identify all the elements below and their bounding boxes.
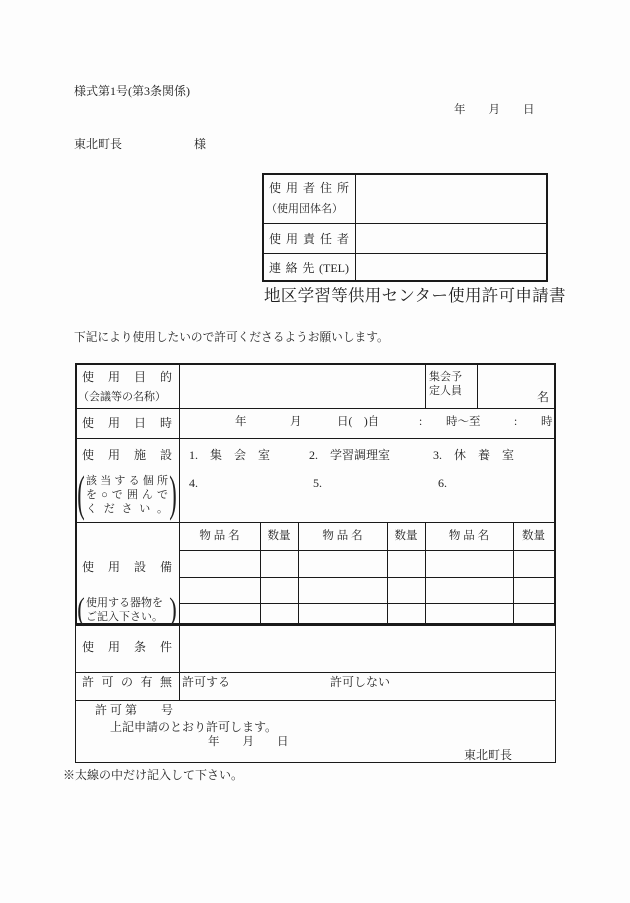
approval-number-line: 許 可 第 号 [95, 703, 174, 717]
responsible-person-label: 使 用 責 任 者 [269, 232, 349, 246]
address-label: 使 用 者 住 所 [269, 181, 349, 195]
facility-option-3: 3. 休 養 室 [433, 448, 515, 462]
approval-date: 年 月 日 [208, 736, 289, 748]
facility-note-lines [86, 474, 168, 516]
datetime-year: 年 [235, 416, 247, 428]
address-input-area [356, 175, 546, 223]
divider-line [76, 672, 555, 673]
equipment-note-line: ご記入下さい。 [86, 611, 163, 623]
permission-grant-option: 許可する [182, 675, 231, 689]
request-sentence: 下記により使用したいので許可くださるようお願いします。 [74, 331, 389, 344]
facility-option-5: 5. [313, 476, 322, 490]
datetime-day-from: 日( )自 [337, 416, 380, 428]
divider-line [76, 700, 555, 701]
item-name-header: 物 品 名 [199, 530, 240, 542]
equipment-label: 使 用 設 備 [82, 560, 172, 574]
attendees-label-line2: 定人員 [429, 385, 462, 397]
bracket-right-icon: ) [169, 466, 177, 522]
attendees-label [429, 370, 462, 398]
quantity-header: 数量 [394, 530, 418, 542]
attendees-unit: 名 [536, 390, 549, 404]
facility-note [76, 466, 178, 522]
datetime-hour: 時 [541, 416, 553, 428]
attendees-label-line1: 集会予 [429, 371, 462, 383]
equipment-note-lines [86, 596, 168, 624]
approval-statement: 上記申請のとおり許可します。 [110, 720, 278, 734]
purpose-input-area [181, 365, 424, 407]
purpose-sublabel: （会議等の名称） [78, 391, 166, 403]
datetime-hour-to: 時～至 [446, 416, 481, 428]
quantity-header: 数量 [267, 530, 291, 542]
item-name-header: 物 品 名 [448, 530, 490, 542]
equipment-note-line: 使用する器物を [86, 597, 163, 609]
bracket-left-icon: ( [77, 592, 85, 627]
main-application-table [75, 363, 556, 763]
equipment-note [76, 594, 178, 626]
facility-note-line: を○で囲んで [86, 489, 168, 501]
quantity-header: 数量 [522, 530, 545, 542]
divider-line [77, 438, 554, 439]
permission-label: 許 可 の 有 無 [82, 675, 172, 689]
addressee-honorific: 様 [194, 137, 207, 151]
addressee: 東北町長 [74, 137, 123, 151]
purpose-label: 使 用 目 的 [82, 370, 172, 384]
footnote: ※太線の中だけ記入して下さい。 [63, 768, 244, 782]
item-name-header: 物 品 名 [322, 530, 363, 542]
conditions-label: 使 用 条 件 [82, 640, 172, 654]
datetime-month: 月 [290, 416, 302, 428]
datetime-colon-2: : [514, 416, 518, 428]
divider-line [77, 408, 554, 409]
facility-option-1: 1. 集 会 室 [189, 448, 271, 462]
responsible-person-input-area [356, 224, 546, 253]
form-title: 地区学習等供用センター使用許可申請書 [264, 286, 566, 305]
facility-option-6: 6. [438, 476, 447, 490]
approval-signer: 東北町長 [464, 748, 513, 762]
facility-label: 使 用 施 設 [82, 448, 172, 462]
bracket-right-icon: ) [169, 592, 177, 627]
form-number: 様式第1号(第3条関係) [74, 84, 190, 98]
contact-tel-label: 連絡先(TEL) [269, 261, 349, 275]
datetime-label: 使 用 日 時 [82, 416, 172, 430]
permission-deny-option: 許可しない [330, 675, 391, 689]
facility-option-2: 2. 学習調理室 [309, 448, 391, 462]
bracket-left-icon: ( [77, 466, 85, 522]
facility-note-line: 該当する個所 [86, 475, 168, 487]
facility-note-line: ください。 [86, 503, 168, 515]
org-name-label: （使用団体名） [266, 203, 343, 215]
datetime-colon-1: : [419, 416, 423, 428]
facility-option-4: 4. [189, 476, 198, 490]
conditions-input-area [181, 626, 554, 671]
header-date: 年 月 日 [454, 104, 535, 116]
divider-line [425, 365, 426, 408]
contact-tel-input-area [356, 254, 546, 280]
applicant-info-table [262, 173, 548, 282]
